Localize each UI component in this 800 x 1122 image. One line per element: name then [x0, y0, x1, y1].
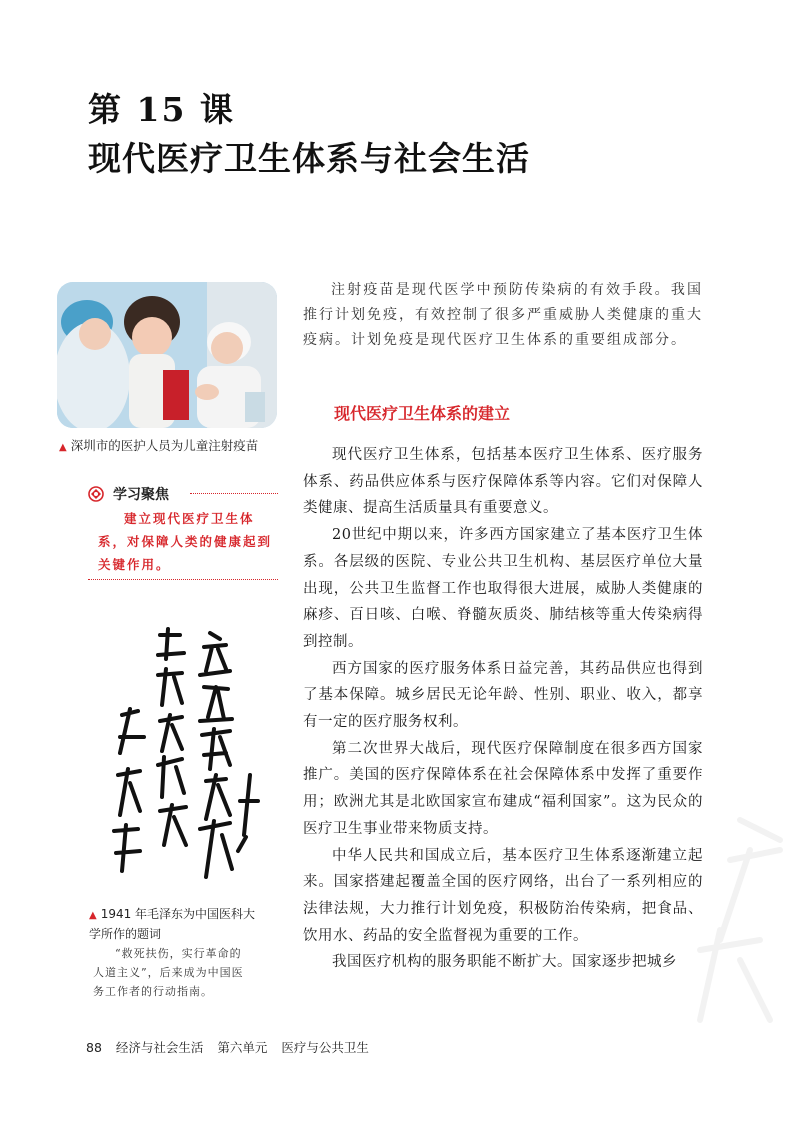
lesson-title: 现代医疗卫生体系与社会生活 — [88, 139, 530, 178]
focus-divider — [190, 493, 278, 494]
watermark-decoration — [640, 800, 800, 1050]
focus-title: 学习聚焦 — [113, 487, 169, 503]
body-paragraph: 中华人民共和国成立后，基本医疗卫生体系逐渐建立起来。国家搭建起覆盖全国的医疗网络，出台了一系列相应的法律法规，大力推行计划免疫，积极防治传染病，把食品、饮用水、药品的安全监督视为重要的工作。 — [303, 847, 703, 944]
photo-caption-text: 深圳市的医护人员为儿童注射疫苗 — [70, 438, 259, 453]
calligraphy-caption-title — [89, 905, 264, 944]
focus-bottom-divider — [88, 579, 278, 580]
red-triangle-icon: ▲ — [59, 442, 67, 453]
body-paragraph: 西方国家的医疗服务体系日益完善，其药品供应也得到了基本保障。城乡居民无论年龄、性别、职业、收入，都享有一定的医疗服务权利。 — [303, 660, 703, 731]
calligraphy-inscription — [100, 625, 265, 887]
section-heading: 现代医疗卫生体系的建立 — [334, 404, 511, 423]
calligraphy-caption-title-text: 1941 年毛泽东为中国医科大学所作的题词 — [89, 907, 256, 941]
intro-paragraph: 注射疫苗是现代医学中预防传染病的有效手段。我国推行计划免疫，有效控制了很多严重威胁人类健康的重大疫病。计划免疫是现代医疗卫生体系的重要组成部分。 — [303, 282, 703, 348]
body-paragraph: 20世纪中期以来，许多西方国家建立了基本医疗卫生体系。各层级的医院、专业公共卫生机构、基层医疗单位大量出现，公共卫生监督工作也取得很大进展，威胁人类健康的麻疹、百日咳、白喉、脊髓灰质炎、肺结核等重大传染病得到控制。 — [303, 527, 703, 650]
focus-text: 建立现代医疗卫生体系，对保障人类的健康起到关键作用。 — [98, 511, 273, 572]
vaccination-illustration — [57, 282, 277, 428]
red-triangle-icon: ▲ — [89, 910, 97, 921]
body-paragraph: 我国医疗机构的服务职能不断扩大。国家逐步把城乡 — [332, 954, 677, 971]
calligraphy-caption-body: “救死扶伤，实行革命的人道主义”，后来成为中国医务工作者的行动指南。 — [93, 947, 244, 998]
focus-diamond-icon — [88, 486, 104, 502]
unit-label: 第六单元 — [217, 1040, 268, 1055]
lesson-number: 第 15 课 — [88, 90, 235, 129]
body-paragraph: 第二次世界大战后，现代医疗保障制度在很多西方国家推广。美国的医疗保障体系在社会保障体系中发挥了重要作用；欧洲尤其是北欧国家宣布建成“福利国家”。这为民众的医疗卫生事业带来物质支持。 — [303, 740, 703, 837]
page-number: 88 — [86, 1040, 102, 1055]
body-paragraph: 现代医疗卫生体系，包括基本医疗卫生体系、医疗服务体系、药品供应体系与医疗保障体系等内容。它们对保障人类健康、提高生活质量具有重要意义。 — [303, 447, 703, 517]
unit-title: 医疗与公共卫生 — [281, 1040, 369, 1055]
book-title: 经济与社会生活 — [115, 1040, 204, 1055]
photo-caption — [59, 436, 258, 454]
vaccination-photo — [57, 282, 277, 428]
page-footer — [86, 1038, 379, 1056]
